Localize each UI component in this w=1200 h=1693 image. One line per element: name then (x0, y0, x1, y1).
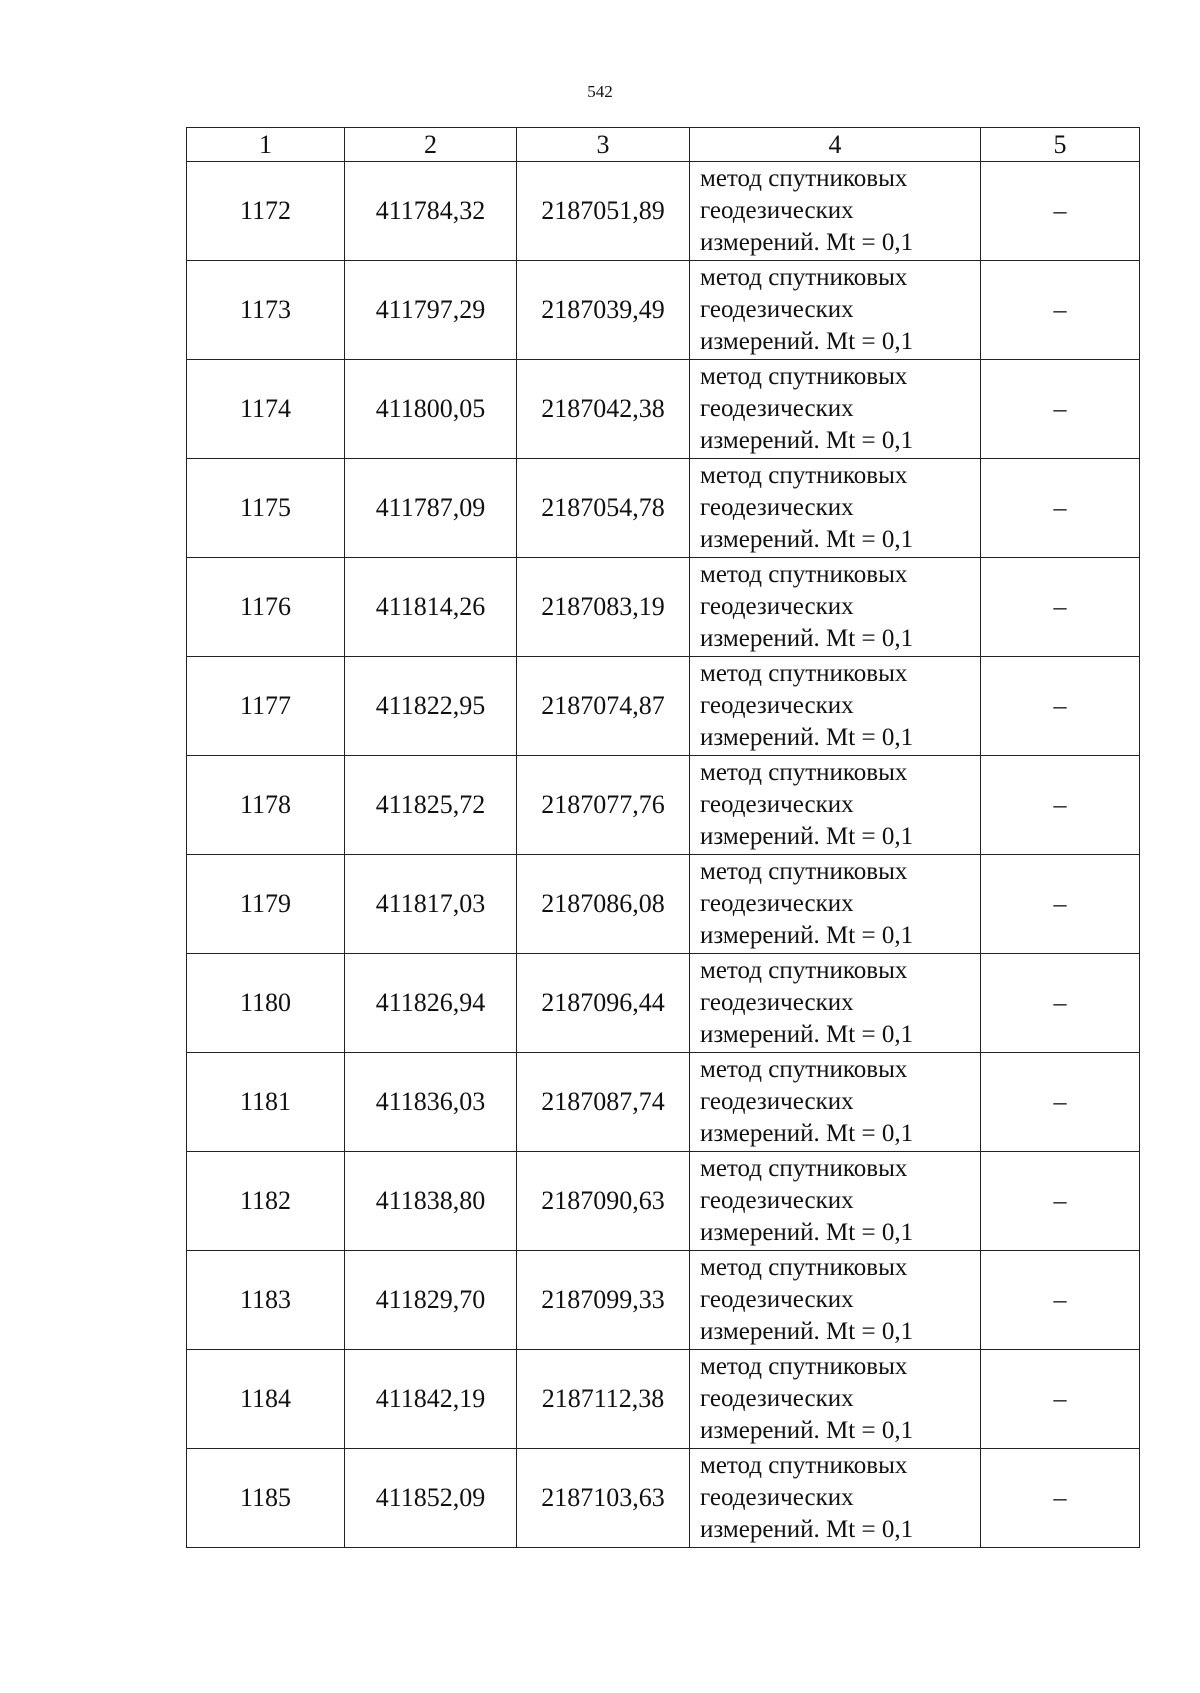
method-cell (690, 855, 981, 954)
method-line-1: метод спутниковых (700, 363, 908, 390)
y-coordinate-cell: 2187086,08 (517, 855, 690, 954)
method-line-1: метод спутниковых (700, 660, 908, 687)
method-line-2: геодезических (700, 593, 854, 620)
method-line-3: измерений. Mt = 0,1 (700, 625, 914, 652)
point-number-cell: 1183 (187, 1251, 345, 1350)
method-cell (690, 459, 981, 558)
method-line-3: измерений. Mt = 0,1 (700, 1219, 914, 1246)
point-number-cell: 1184 (187, 1350, 345, 1449)
x-coordinate-cell: 411800,05 (345, 360, 517, 459)
table-row (187, 1152, 1140, 1251)
column-5-cell: – (981, 756, 1140, 855)
column-5-cell: – (981, 1350, 1140, 1449)
point-number-cell: 1182 (187, 1152, 345, 1251)
method-line-2: геодезических (700, 1484, 854, 1511)
method-line-3: измерений. Mt = 0,1 (700, 1516, 914, 1543)
method-line-1: метод спутниковых (700, 858, 908, 885)
method-line-2: геодезических (700, 1385, 854, 1412)
method-line-2: геодезических (700, 1286, 854, 1313)
method-line-3: измерений. Mt = 0,1 (700, 823, 914, 850)
method-line-3: измерений. Mt = 0,1 (700, 1120, 914, 1147)
y-coordinate-cell: 2187042,38 (517, 360, 690, 459)
method-line-2: геодезических (700, 296, 854, 323)
header-cell-3: 3 (517, 128, 690, 162)
x-coordinate-cell: 411814,26 (345, 558, 517, 657)
point-number-cell: 1179 (187, 855, 345, 954)
method-line-3: измерений. Mt = 0,1 (700, 1318, 914, 1345)
method-line-1: метод спутниковых (700, 1056, 908, 1083)
method-line-1: метод спутниковых (700, 1254, 908, 1281)
point-number-cell: 1175 (187, 459, 345, 558)
y-coordinate-cell: 2187096,44 (517, 954, 690, 1053)
column-5-cell: – (981, 360, 1140, 459)
x-coordinate-cell: 411829,70 (345, 1251, 517, 1350)
column-5-cell: – (981, 954, 1140, 1053)
method-cell (690, 756, 981, 855)
method-cell (690, 1053, 981, 1152)
method-line-2: геодезических (700, 791, 854, 818)
column-5-cell: – (981, 657, 1140, 756)
column-5-cell: – (981, 459, 1140, 558)
method-line-3: измерений. Mt = 0,1 (700, 427, 914, 454)
method-line-1: метод спутниковых (700, 1155, 908, 1182)
point-number-cell: 1185 (187, 1449, 345, 1548)
method-cell (690, 558, 981, 657)
point-number-cell: 1180 (187, 954, 345, 1053)
x-coordinate-cell: 411836,03 (345, 1053, 517, 1152)
header-cell-1: 1 (187, 128, 345, 162)
method-line-1: метод спутниковых (700, 165, 908, 192)
x-coordinate-cell: 411822,95 (345, 657, 517, 756)
method-line-1: метод спутниковых (700, 264, 908, 291)
y-coordinate-cell: 2187090,63 (517, 1152, 690, 1251)
column-5-cell: – (981, 558, 1140, 657)
table-row (187, 1053, 1140, 1152)
table-row (187, 459, 1140, 558)
header-cell-2: 2 (345, 128, 517, 162)
x-coordinate-cell: 411784,32 (345, 162, 517, 261)
table-row (187, 1350, 1140, 1449)
table-row (187, 1449, 1140, 1548)
point-number-cell: 1178 (187, 756, 345, 855)
table-row (187, 954, 1140, 1053)
page-number: 542 (587, 82, 613, 101)
method-line-2: геодезических (700, 692, 854, 719)
method-line-3: измерений. Mt = 0,1 (700, 724, 914, 751)
method-line-3: измерений. Mt = 0,1 (700, 1417, 914, 1444)
point-number-cell: 1181 (187, 1053, 345, 1152)
column-5-cell: – (981, 1251, 1140, 1350)
method-line-2: геодезических (700, 197, 854, 224)
column-5-cell: – (981, 1449, 1140, 1548)
header-cell-4: 4 (690, 128, 981, 162)
column-5-cell: – (981, 855, 1140, 954)
x-coordinate-cell: 411825,72 (345, 756, 517, 855)
x-coordinate-cell: 411797,29 (345, 261, 517, 360)
point-number-cell: 1176 (187, 558, 345, 657)
point-number-cell: 1177 (187, 657, 345, 756)
point-number-cell: 1174 (187, 360, 345, 459)
method-line-2: геодезических (700, 494, 854, 521)
method-line-3: измерений. Mt = 0,1 (700, 1021, 914, 1048)
method-cell (690, 954, 981, 1053)
method-line-1: метод спутниковых (700, 561, 908, 588)
y-coordinate-cell: 2187074,87 (517, 657, 690, 756)
x-coordinate-cell: 411852,09 (345, 1449, 517, 1548)
method-line-3: измерений. Mt = 0,1 (700, 922, 914, 949)
method-line-2: геодезических (700, 890, 854, 917)
column-5-cell: – (981, 1152, 1140, 1251)
table-row (187, 558, 1140, 657)
table-row (187, 360, 1140, 459)
y-coordinate-cell: 2187039,49 (517, 261, 690, 360)
y-coordinate-cell: 2187099,33 (517, 1251, 690, 1350)
table-row (187, 657, 1140, 756)
method-cell (690, 261, 981, 360)
method-line-1: метод спутниковых (700, 1452, 908, 1479)
column-5-cell: – (981, 261, 1140, 360)
method-cell (690, 360, 981, 459)
x-coordinate-cell: 411817,03 (345, 855, 517, 954)
method-line-2: геодезических (700, 989, 854, 1016)
method-line-3: измерений. Mt = 0,1 (700, 526, 914, 553)
y-coordinate-cell: 2187112,38 (517, 1350, 690, 1449)
point-number-cell: 1173 (187, 261, 345, 360)
x-coordinate-cell: 411842,19 (345, 1350, 517, 1449)
y-coordinate-cell: 2187103,63 (517, 1449, 690, 1548)
method-line-2: геодезических (700, 395, 854, 422)
y-coordinate-cell: 2187054,78 (517, 459, 690, 558)
header-cell-5: 5 (981, 128, 1140, 162)
x-coordinate-cell: 411826,94 (345, 954, 517, 1053)
method-line-3: измерений. Mt = 0,1 (700, 328, 914, 355)
point-number-cell: 1172 (187, 162, 345, 261)
method-cell (690, 657, 981, 756)
method-cell (690, 1449, 981, 1548)
coordinates-table (186, 127, 1140, 1548)
table-row (187, 162, 1140, 261)
table-row (187, 855, 1140, 954)
method-line-1: метод спутниковых (700, 462, 908, 489)
y-coordinate-cell: 2187051,89 (517, 162, 690, 261)
method-cell (690, 162, 981, 261)
method-line-2: геодезических (700, 1187, 854, 1214)
x-coordinate-cell: 411787,09 (345, 459, 517, 558)
x-coordinate-cell: 411838,80 (345, 1152, 517, 1251)
method-cell (690, 1350, 981, 1449)
table-row (187, 756, 1140, 855)
y-coordinate-cell: 2187077,76 (517, 756, 690, 855)
method-line-1: метод спутниковых (700, 957, 908, 984)
method-line-2: геодезических (700, 1088, 854, 1115)
column-5-cell: – (981, 162, 1140, 261)
y-coordinate-cell: 2187087,74 (517, 1053, 690, 1152)
table-row (187, 1251, 1140, 1350)
method-line-1: метод спутниковых (700, 1353, 908, 1380)
y-coordinate-cell: 2187083,19 (517, 558, 690, 657)
table-header-row (187, 128, 1140, 162)
table-row (187, 261, 1140, 360)
column-5-cell: – (981, 1053, 1140, 1152)
method-line-3: измерений. Mt = 0,1 (700, 229, 914, 256)
method-cell (690, 1251, 981, 1350)
method-line-1: метод спутниковых (700, 759, 908, 786)
method-cell (690, 1152, 981, 1251)
